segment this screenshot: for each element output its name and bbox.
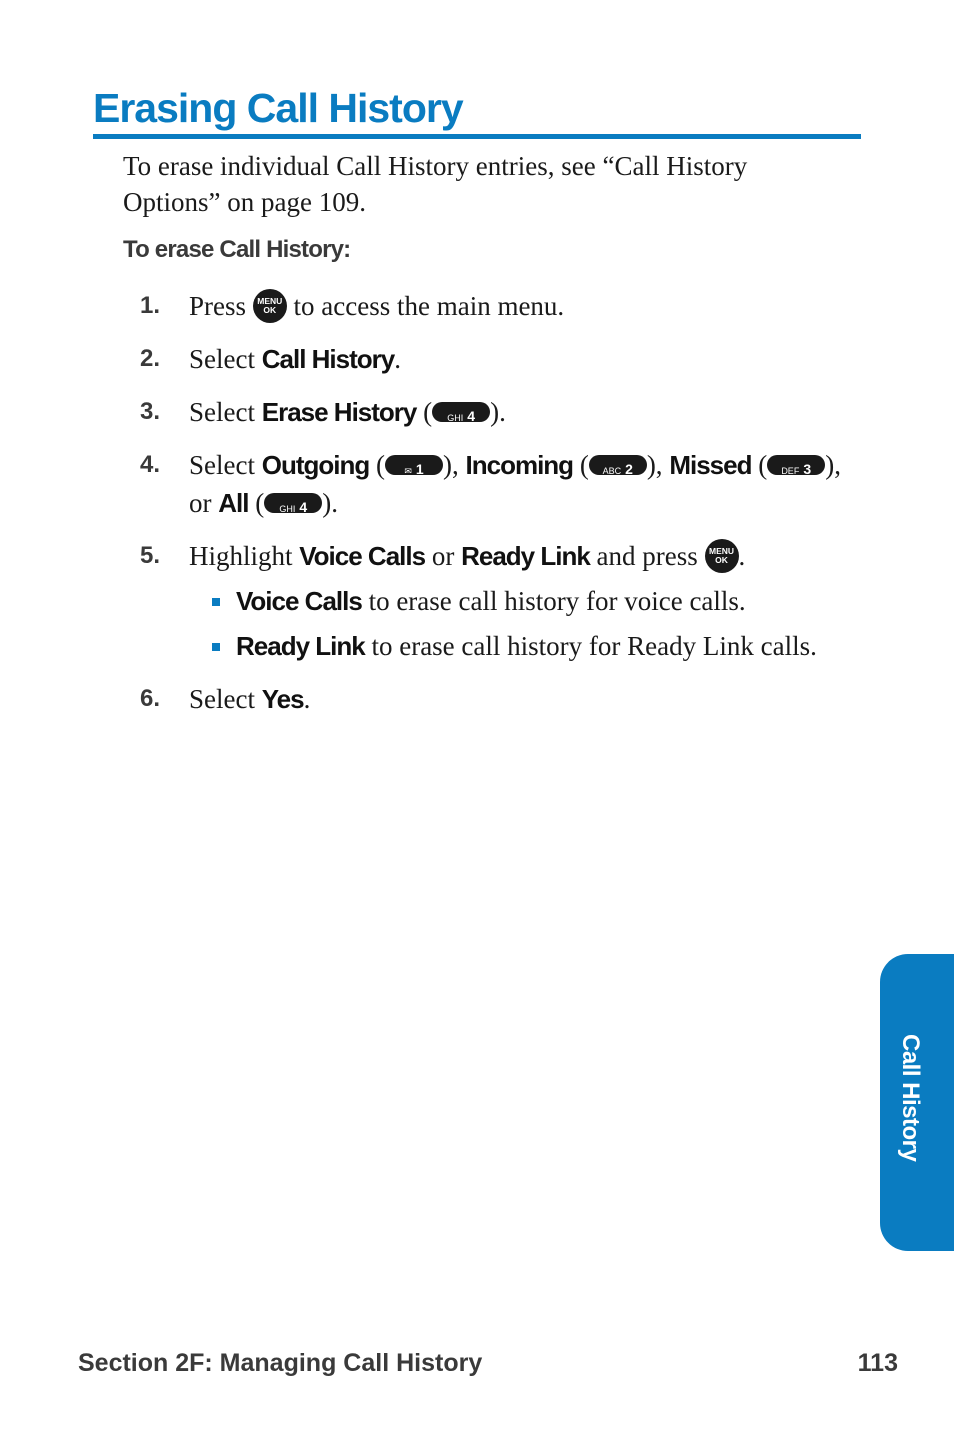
menu-ok-key-icon: MENU OK: [705, 539, 739, 573]
menu-ok-key-icon: MENU OK: [253, 289, 287, 323]
menu-option-voice-calls: Voice Calls: [299, 541, 426, 571]
key-4-icon: GHI 4: [432, 402, 490, 422]
step-number: 2.: [140, 345, 161, 372]
key-3-icon: DEF 3: [767, 455, 825, 475]
menu-option-incoming: Incoming: [465, 450, 574, 480]
key-4-icon: GHI 4: [264, 493, 322, 513]
step-number: 1.: [140, 292, 161, 319]
step-text: Press MENU OK to access the main menu.: [189, 287, 869, 326]
menu-option-yes: Yes: [261, 684, 304, 714]
footer-section-title: Section 2F: Managing Call History: [78, 1349, 483, 1377]
bullet-marker: [212, 643, 220, 651]
page-footer: [78, 1349, 898, 1378]
procedure-heading: To erase Call History:: [123, 236, 351, 263]
menu-option-all: All: [218, 488, 249, 518]
step-number: 3.: [140, 398, 161, 425]
menu-option-outgoing: Outgoing: [261, 450, 370, 480]
menu-option-missed: Missed: [669, 450, 752, 480]
bullet-marker: [212, 598, 220, 606]
step-number: 6.: [140, 685, 161, 712]
step-text: Select Call History.: [189, 344, 401, 374]
step-text: Select Outgoing ( ✉ 1 ), Incoming ( ABC 2 ), Missed ( DEF 3 ), or All ( GHI 4 ).: [189, 450, 841, 518]
page-number: 113: [857, 1349, 898, 1377]
step-number: 5.: [140, 542, 161, 569]
step-text: Select Erase History ( GHI 4 ).: [189, 397, 506, 427]
menu-option-ready-link: Ready Link: [461, 541, 590, 571]
intro-paragraph: To erase individual Call History entries, see “Call History Options” on page 109.: [123, 151, 748, 217]
menu-option-call-history: Call History: [261, 344, 395, 374]
section-side-tab-label: Call History: [897, 1034, 924, 1162]
step-text: Highlight Voice Calls or Ready Link and press MENU OK .: [189, 537, 869, 576]
step-text: Select Yes.: [189, 684, 311, 714]
step-number: 4.: [140, 451, 161, 478]
key-1-icon: ✉ 1: [385, 455, 443, 475]
key-2-icon: ABC 2: [589, 455, 647, 475]
page-title: Erasing Call History: [93, 84, 861, 139]
menu-option-erase-history: Erase History: [261, 397, 417, 427]
